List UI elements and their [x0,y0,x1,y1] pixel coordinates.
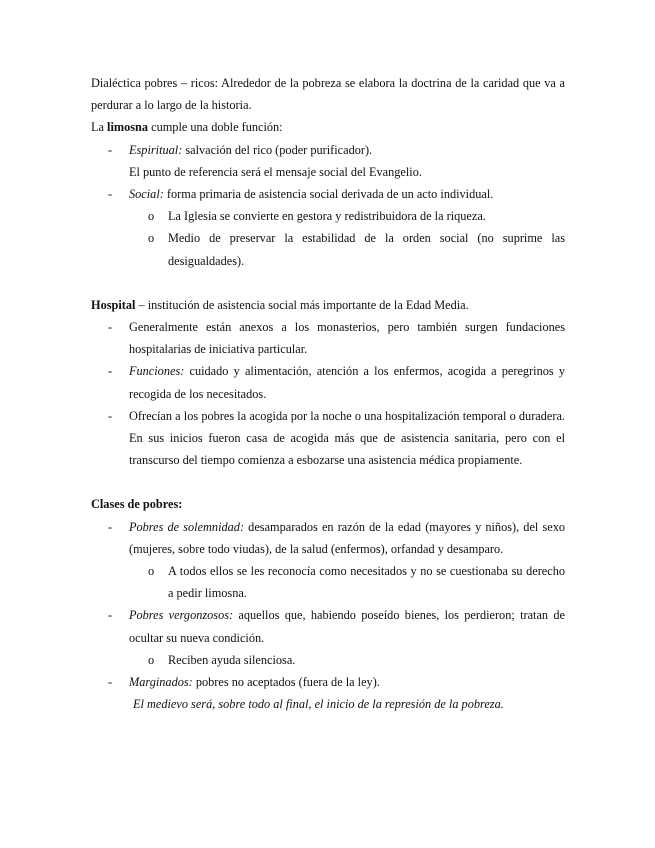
social-label: Social: [129,187,164,202]
sub-item-iglesia [91,205,565,227]
hospital-title-rest: – institución de asistencia social más importante de la Edad Media. [135,297,469,312]
circle-bullet: o [148,564,155,579]
anexos-text: Generalmente están anexos a los monasterios, pero también surgen fundaciones hospitalarias de iniciativa particular. [129,320,565,357]
funciones-text: cuidado y alimentación, atención a los enfermos, acogida a peregrinos y recogida de los necesitados. [129,364,565,401]
sub-item-text: A todos ellos se les reconocía como necesitados y no se cuestionaba su derecho a pedir limosna. [168,564,565,601]
acogida-text: Ofrecían a los pobres la acogida por la noche o una hospitalización temporal o duradera. En sus inicios fueron casa de acogida más que de asistencia sanitaria, pero con el transcurso del tiempo comienza a esbozarse una asistencia médica propiamente. [129,408,565,468]
solemnidad-text: desamparados en razón de la edad (mayores y niños), del sexo (mujeres, sobre todo viudas), de la salud (enfermos), orfandad y desamparo. [129,519,565,556]
sub-item-text: Reciben ayuda silenciosa. [168,652,296,667]
circle-bullet: o [148,231,155,246]
list-item-social [91,183,565,205]
dash-bullet: - [108,608,113,623]
limosna-line [91,116,565,138]
spiritual-text: salvación del rico (poder purificador). [182,142,373,157]
list-item-solemnidad [91,516,565,560]
list-item-spiritual [91,139,565,183]
dash-bullet: - [108,364,113,379]
list-item-vergonzosos [91,604,565,648]
marginados-label: Marginados: [129,675,193,690]
limosna-prefix: La [91,120,108,135]
hospital-heading [91,294,565,316]
spiritual-label: Espiritual: [129,142,183,157]
intro-paragraph: Dialéctica pobres – ricos: Alrededor de la pobreza se elabora la doctrina de la caridad que va a perdurar a lo largo de la historia. [91,76,565,113]
dash-bullet: - [108,320,113,335]
list-item-marginados [91,671,565,693]
list-item-funciones [91,360,565,404]
social-text: forma primaria de asistencia social derivada de un acto individual. [163,187,494,202]
clases-heading [91,493,565,515]
solemnidad-label: Pobres de solemnidad: [129,519,245,534]
sub-item-estabilidad [91,227,565,271]
sub-item-text: Medio de preservar la estabilidad de la orden social (no suprime las desigualdades). [168,231,565,268]
spacer [91,471,565,493]
circle-bullet: o [148,209,155,224]
document-page [91,72,565,715]
list-item-anexos [91,316,565,360]
marginados-text: pobres no aceptados (fuera de la ley). [192,675,380,690]
spacer [91,272,565,294]
spiritual-continuation: El punto de referencia será el mensaje social del Evangelio. [129,164,422,179]
hospital-title: Hospital [91,297,136,312]
circle-bullet: o [148,652,155,667]
limosna-suffix: cumple una doble función: [148,120,283,135]
sub-item-silenciosa [91,649,565,671]
dash-bullet: - [108,675,113,690]
funciones-label: Funciones: [129,364,185,379]
dash-bullet: - [108,187,113,202]
dash-bullet: - [108,408,113,423]
limosna-term: limosna [107,120,149,135]
closing-sentence: El medievo será, sobre todo al final, el inicio de la represión de la pobreza. [133,697,504,712]
clases-title: Clases de pobres: [91,497,183,512]
sub-item-reconocia [91,560,565,604]
dash-bullet: - [108,142,113,157]
vergonzosos-text: aquellos que, habiendo poseído bienes, los perdieron; tratan de ocultar su nueva condición. [129,608,565,645]
dash-bullet: - [108,519,113,534]
vergonzosos-label: Pobres vergonzosos: [129,608,234,623]
sub-item-text: La Iglesia se convierte en gestora y redistribuidora de la riqueza. [168,209,486,224]
list-item-acogida [91,405,565,472]
